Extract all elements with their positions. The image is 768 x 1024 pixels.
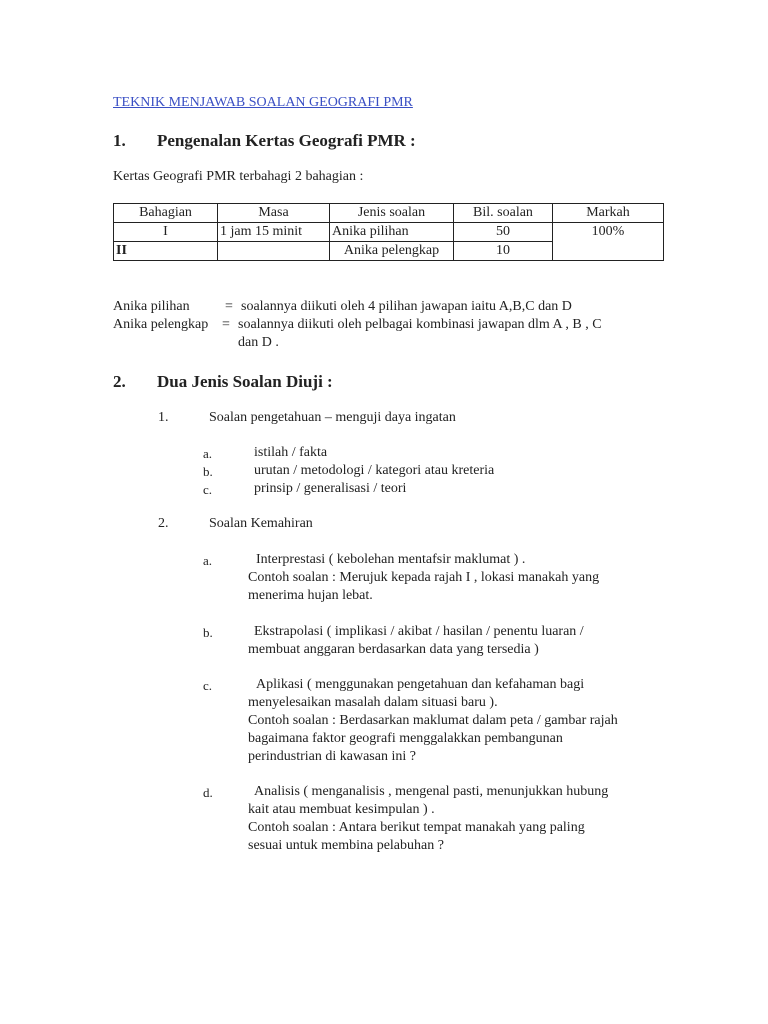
table-cell: I xyxy=(114,223,218,242)
sub-item-letter: b. xyxy=(203,625,213,640)
sub-item-text: Analisis ( menganalisis , mengenal pasti, menunjukkan hubung xyxy=(254,784,609,799)
table-header-row xyxy=(114,204,664,223)
sub-item-letter: b. xyxy=(203,464,213,479)
table-cell: Anika pilihan xyxy=(330,223,454,242)
sub-item-letter: c. xyxy=(203,678,213,693)
definition-text: soalannya diikuti oleh pelbagai kombinasi jawapan dlm A , B , C xyxy=(238,317,602,332)
table-header-cell: Bahagian xyxy=(114,204,218,223)
table-row xyxy=(114,223,664,242)
section-1-heading: Pengenalan Kertas Geografi PMR : xyxy=(157,131,416,150)
table-header-cell: Jenis soalan xyxy=(330,204,454,223)
sub-item-text: prinsip / generalisasi / teori xyxy=(254,481,407,496)
table-header-cell: Masa xyxy=(218,204,330,223)
definition-text: soalannya diikuti oleh 4 pilihan jawapan iaitu A,B,C dan D xyxy=(241,299,572,314)
exam-parts-table xyxy=(113,203,664,261)
table-cell: Anika pelengkap xyxy=(330,242,454,261)
sub-item-text: menyelesaikan masalah dalam situasi baru ). xyxy=(248,695,498,710)
section-1-intro: Kertas Geografi PMR terbahagi 2 bahagian : xyxy=(113,169,364,184)
definition-term: Anika pilihan xyxy=(113,299,190,314)
table-cell: 50 xyxy=(454,223,553,242)
list-item-number: 2. xyxy=(158,516,169,531)
sub-item-text: sesuai untuk membina pelabuhan ? xyxy=(248,838,444,853)
sub-item-letter: a. xyxy=(203,553,213,568)
sub-item-text: Aplikasi ( menggunakan pengetahuan dan kefahaman bagi xyxy=(256,677,585,692)
section-2-number: 2. xyxy=(113,372,126,391)
sub-item-letter: d. xyxy=(203,785,213,800)
definition-term: Anika pelengkap xyxy=(113,317,209,332)
sub-item-letter: c. xyxy=(203,482,213,497)
section-1-number: 1. xyxy=(113,131,126,150)
sub-item-text: urutan / metodologi / kategori atau kreteria xyxy=(254,463,495,478)
sub-item-text: perindustrian di kawasan ini ? xyxy=(248,749,416,764)
sub-item-text: Contoh soalan : Merujuk kepada rajah I , lokasi manakah yang xyxy=(248,570,600,585)
sub-item-text: Interprestasi ( kebolehan mentafsir maklumat ) . xyxy=(256,552,526,567)
table-header-cell: Markah xyxy=(553,204,664,223)
list-item-text: Soalan pengetahuan – menguji daya ingatan xyxy=(209,410,456,425)
table-cell: 100% xyxy=(553,223,664,261)
document-title[interactable]: TEKNIK MENJAWAB SOALAN GEOGRAFI PMR xyxy=(113,95,413,110)
table-cell xyxy=(218,242,330,261)
definition-text-continued: dan D . xyxy=(238,335,279,350)
sub-item-letter: a. xyxy=(203,446,213,461)
sub-item-text: membuat anggaran berdasarkan data yang tersedia ) xyxy=(248,642,539,657)
list-item-text: Soalan Kemahiran xyxy=(209,516,313,531)
sub-item-text: Ekstrapolasi ( implikasi / akibat / hasilan / penentu luaran / xyxy=(254,624,584,639)
sub-item-text: bagaimana faktor geografi menggalakkan pembangunan xyxy=(248,731,563,746)
definition-equals: = xyxy=(222,317,230,332)
section-2-heading: Dua Jenis Soalan Diuji : xyxy=(157,372,333,391)
sub-item-text: kait atau membuat kesimpulan ) . xyxy=(248,802,435,817)
table-cell: II xyxy=(114,242,218,261)
definition-equals: = xyxy=(225,299,233,314)
sub-item-text: Contoh soalan : Antara berikut tempat manakah yang paling xyxy=(248,820,585,835)
table-cell: 1 jam 15 minit xyxy=(218,223,330,242)
list-item-number: 1. xyxy=(158,410,169,425)
table-header-cell: Bil. soalan xyxy=(454,204,553,223)
sub-item-text: menerima hujan lebat. xyxy=(248,588,373,603)
sub-item-text: istilah / fakta xyxy=(254,445,328,460)
sub-item-text: Contoh soalan : Berdasarkan maklumat dalam peta / gambar rajah xyxy=(248,713,618,728)
table-cell: 10 xyxy=(454,242,553,261)
